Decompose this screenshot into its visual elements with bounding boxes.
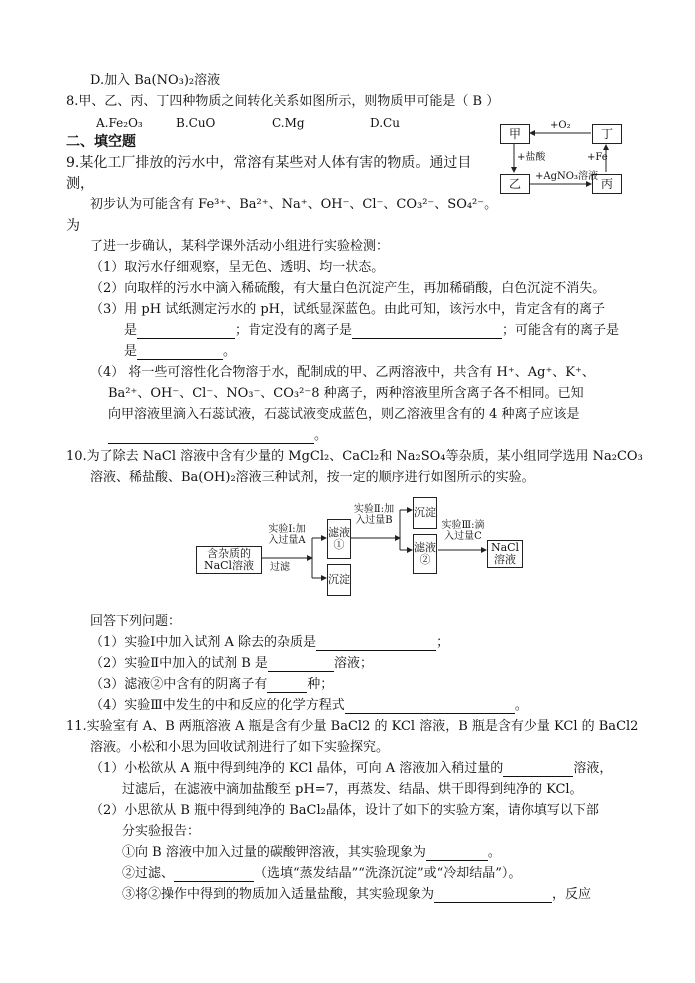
answer-blank[interactable] (345, 700, 515, 714)
q9-step3-c: 是 。 (124, 344, 237, 359)
q8-option-c: C.Mg (272, 116, 305, 130)
q9-line1: 9.某化工厂排放的污水中，常溶有某些对人体有害的物质。通过目 (66, 155, 472, 171)
answer-blank[interactable] (174, 868, 254, 882)
q9-step3-b: 是 ；肯定没有的离子是 ；可能含有的离子是 (124, 323, 620, 338)
flow-exp3: 实验Ⅲ:滴入过量C (441, 520, 485, 542)
q10-answer4: （4）实验Ⅲ中发生的中和反应的化学方程式 。 (90, 698, 528, 713)
flow-start: 含杂质的NaCl溶液 (196, 546, 262, 574)
q8-node-bing: 丙 (592, 174, 622, 194)
q10-prompt: 回答下列问题： (90, 614, 182, 629)
q9-step4-d: 。 (108, 428, 327, 444)
q9-step4-a: （4） 将一些可溶性化合物溶于水，配制成的甲、乙两溶液中，共含有 H⁺、Ag⁺、K⁺、 (90, 365, 595, 380)
flow-precip2: 沉淀 (413, 497, 437, 529)
flow-exp2: 实验Ⅱ:加入过量B (353, 504, 395, 526)
answer-blank[interactable] (316, 637, 436, 651)
q10-answer3: （3）滤液②中含有的阴离子有 种； (90, 677, 334, 692)
q8-edge-fe: +Fe (587, 152, 608, 163)
q8-node-ding: 丁 (592, 124, 622, 144)
q8-edge-o2: +O₂ (550, 120, 571, 131)
q9-step4-b: Ba²⁺、OH⁻、Cl⁻、NO₃⁻、CO₃²⁻8 种离子，两种溶液里所含离子各不相同。已知 (108, 386, 584, 401)
q11-step2-e: ③将②操作中得到的物质加入适量盐酸，其实验现象为 ，反应 (122, 887, 592, 902)
q10-answer1: （1）实验Ⅰ中加入试剂 A 除去的杂质是 ； (90, 635, 450, 650)
q11-step2-d: ②过滤、 （选填“蒸发结晶”“洗涤沉淀”或“冷却结晶”）。 (122, 866, 522, 881)
section-title: 二、填空题 (66, 134, 136, 150)
flow-precip1: 沉淀 (327, 564, 351, 596)
flow-filtrate1: 滤液① (327, 519, 351, 559)
q11-step1-b: 过滤后，在滤液中滴加盐酸至 pH=7，再蒸发、结晶、烘干即得到纯净的 KCl。 (122, 782, 583, 797)
q9-line4: 为 (66, 218, 80, 234)
q8-option-a: A.Fe₂O₃ (96, 116, 143, 130)
answer-blank[interactable] (503, 763, 573, 777)
q8-stem: 8.甲、乙、丙、丁四种物质之间转化关系如图所示，则物质甲可能是（ B ） (66, 94, 500, 109)
flow-filtrate2: 滤液② (413, 534, 437, 574)
q8-option-d: D.Cu (370, 116, 400, 130)
q9-step1: （1）取污水仔细观察，呈无色、透明、均一状态。 (90, 260, 385, 275)
q10-answer2: （2）实验Ⅱ中加入的试剂 B 是 溶液； (90, 656, 373, 671)
q11-step1-a: （1）小松欲从 A 瓶中得到纯净的 KCl 晶体，可向 A 溶液加入稍过量的 溶液， (90, 761, 613, 776)
q9-step2: （2）向取样的污水中滴入稀硫酸，有大量白色沉淀产生，再加稀硝酸，白色沉淀不消失。 (90, 281, 606, 296)
flow-end: NaCl溶液 (487, 540, 523, 568)
q7-option-d: D.加入 Ba(NO₃)₂溶液 (90, 73, 221, 88)
q9-line3: 初步认为可能含有 Fe³⁺、Ba²⁺、Na⁺、OH⁻、Cl⁻、CO₃²⁻、SO₄²⁻。 (90, 197, 498, 212)
q9-step3-a: （3）用 pH 试纸测定污水的 pH，试纸显深蓝色。由此可知，该污水中，肯定含有的离子 (90, 302, 605, 317)
q10-line1: 10.为了除去 NaCl 溶液中含有少量的 MgCl₂、CaCl₂和 Na₂SO₄等杂质，某小组同学选用 Na₂CO₃ (66, 449, 643, 464)
q9-step4-c: 向甲溶液里滴入石蕊试液，石蕊试液变成蓝色，则乙溶液里含有的 4 种离子应该是 (108, 407, 580, 422)
q11-line1: 11.实验室有 A、B 两瓶溶液 A 瓶是含有少量 BaCl2 的 KCl 溶液，B 瓶是含有少量 KCl 的 BaCl2 (66, 719, 639, 734)
q8-node-jia: 甲 (500, 124, 530, 144)
answer-blank[interactable] (434, 889, 552, 903)
q11-step2-c: ①向 B 溶液中加入过量的碳酸钾溶液，其实验现象为 。 (122, 845, 501, 860)
answer-blank[interactable] (268, 658, 334, 672)
q8-option-b: B.CuO (176, 116, 216, 130)
q11-step2-b: 分实验报告： (122, 824, 201, 839)
q10-line2: 溶液、稀盐酸、Ba(OH)₂溶液三种试剂，按一定的顺序进行如图所示的实验。 (90, 470, 535, 485)
answer-blank[interactable] (267, 679, 307, 693)
q11-step2-a: （2）小思欲从 B 瓶中得到纯净的 BaCl₂晶体，设计了如下的实验方案，请你填写以下部 (90, 803, 599, 818)
q8-node-yi: 乙 (500, 174, 530, 194)
q9-line2: 测， (66, 176, 94, 192)
q8-edge-hcl: +盐酸 (517, 152, 546, 163)
q8-edge-agno3: +AgNO₃溶液 (535, 171, 598, 182)
q9-line5: 了进一步确认，某科学课外活动小组进行实验检测： (90, 239, 390, 254)
flow-filter: 过滤 (270, 562, 290, 573)
q11-line2: 溶液。小松和小思为回收试剂进行了如下实验探究。 (90, 740, 390, 755)
flow-exp1: 实验Ⅰ:加入过量A (268, 524, 306, 546)
answer-blank[interactable] (426, 847, 488, 861)
